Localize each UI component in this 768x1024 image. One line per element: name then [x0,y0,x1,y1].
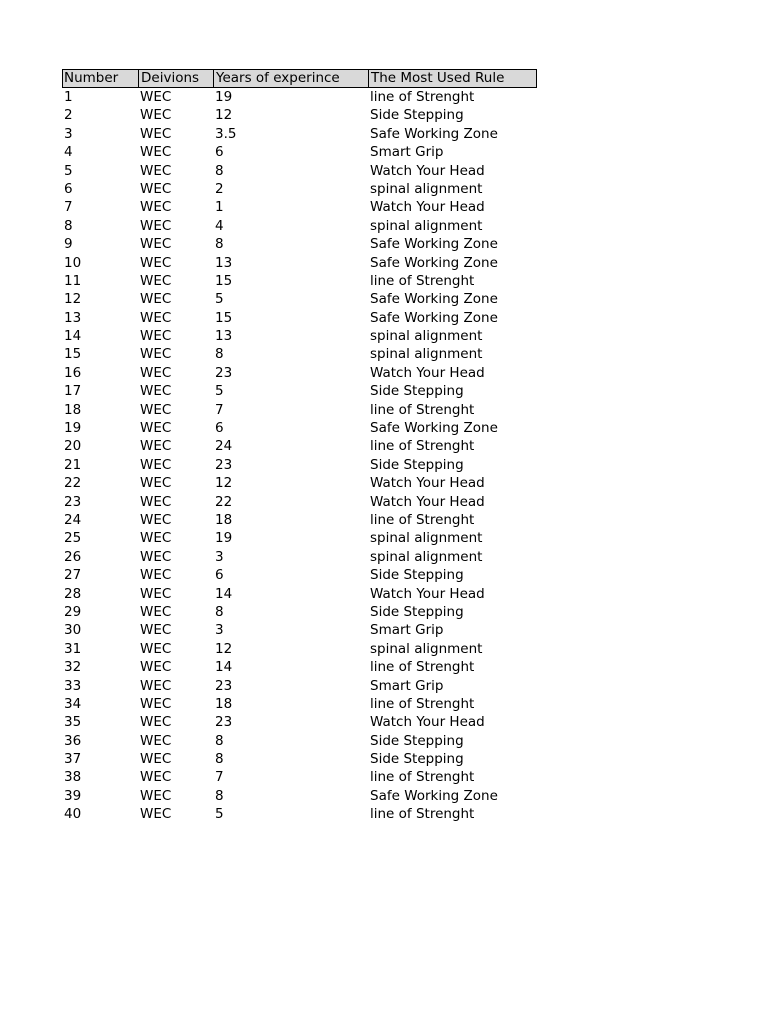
cell-division: WEC [140,806,172,823]
cell-rule: line of Strenght [370,89,475,105]
cell-years: 12 [215,475,233,492]
cell-division: WEC [140,548,172,565]
table-row [62,327,537,345]
table-row [62,290,537,308]
cell-division: WEC [140,180,172,197]
cell-years: 23 [215,714,233,731]
cell-division: WEC [140,511,172,528]
cell-number: 27 [64,567,82,584]
cell-number: 34 [64,695,82,712]
table-row [62,401,537,419]
cell-rule: spinal alignment [370,548,483,565]
cell-rule: Side Stepping [370,456,464,473]
cell-rule: Smart Grip [370,144,444,161]
cell-years: 12 [215,107,233,124]
cell-number: 19 [64,420,82,437]
table-row [62,548,537,566]
cell-rule: line of Strenght [370,695,475,712]
spreadsheet-table [62,69,537,824]
header-number: Number [62,69,138,88]
cell-rule: Side Stepping [370,107,464,124]
cell-number: 37 [64,751,82,768]
table-row [62,198,537,216]
cell-years: 8 [215,751,224,768]
cell-rule: spinal alignment [370,217,483,234]
table-row [62,217,537,235]
cell-division: WEC [140,125,172,142]
cell-division: WEC [140,751,172,768]
cell-years: 2 [215,180,224,197]
cell-number: 14 [64,328,82,345]
table-body [62,88,537,824]
cell-rule: line of Strenght [370,806,475,823]
cell-years: 5 [215,806,224,823]
table-row [62,529,537,547]
cell-years: 1 [215,199,224,216]
cell-years: 24 [215,438,233,455]
cell-number: 4 [64,144,73,161]
cell-number: 9 [64,236,73,253]
cell-years: 8 [215,603,224,620]
cell-years: 13 [215,254,233,271]
table-row [62,125,537,143]
table-row [62,419,537,437]
cell-rule: Watch Your Head [370,162,485,179]
header-most-used-rule: The Most Used Rule [368,69,537,88]
cell-years: 5 [215,291,224,308]
cell-division: WEC [140,401,172,418]
table-row [62,254,537,272]
cell-years: 19 [215,530,233,547]
header-years-of-experience: Years of experince [213,69,368,88]
cell-division: WEC [140,438,172,455]
cell-division: WEC [140,622,172,639]
table-row [62,511,537,529]
cell-division: WEC [140,272,172,289]
cell-number: 32 [64,659,82,676]
table-row [62,493,537,511]
cell-rule: line of Strenght [370,401,475,418]
cell-division: WEC [140,107,172,124]
cell-number: 16 [64,364,82,381]
table-row [62,787,537,805]
cell-rule: Side Stepping [370,383,464,400]
cell-rule: spinal alignment [370,180,483,197]
cell-rule: Safe Working Zone [370,309,498,326]
table-row [62,805,537,823]
cell-years: 8 [215,787,224,804]
cell-division: WEC [140,291,172,308]
table-row [62,695,537,713]
cell-number: 36 [64,732,82,749]
cell-number: 23 [64,493,82,510]
table-row [62,272,537,290]
cell-number: 22 [64,475,82,492]
cell-number: 28 [64,585,82,602]
cell-rule: Watch Your Head [370,714,485,731]
table-header-row [62,69,537,88]
cell-rule: Watch Your Head [370,585,485,602]
table-row [62,621,537,639]
cell-number: 40 [64,806,82,823]
cell-number: 30 [64,622,82,639]
cell-years: 8 [215,236,224,253]
cell-rule: Watch Your Head [370,199,485,216]
cell-division: WEC [140,769,172,786]
header-divisions: Deivions [138,69,213,88]
cell-division: WEC [140,328,172,345]
table-row [62,732,537,750]
cell-number: 20 [64,438,82,455]
cell-rule: Side Stepping [370,567,464,584]
cell-number: 39 [64,787,82,804]
table-row [62,309,537,327]
cell-number: 12 [64,291,82,308]
cell-rule: Safe Working Zone [370,254,498,271]
cell-years: 8 [215,732,224,749]
cell-years: 12 [215,640,233,657]
cell-rule: Safe Working Zone [370,420,498,437]
cell-rule: line of Strenght [370,769,475,786]
cell-division: WEC [140,585,172,602]
cell-division: WEC [140,199,172,216]
table-row [62,768,537,786]
cell-rule: Safe Working Zone [370,291,498,308]
cell-years: 13 [215,328,233,345]
cell-division: WEC [140,493,172,510]
table-row [62,345,537,363]
cell-number: 2 [64,107,73,124]
cell-years: 3 [215,622,224,639]
cell-rule: Side Stepping [370,751,464,768]
table-row [62,382,537,400]
cell-division: WEC [140,144,172,161]
table-row [62,603,537,621]
cell-years: 3 [215,548,224,565]
cell-years: 18 [215,695,233,712]
cell-rule: spinal alignment [370,640,483,657]
cell-rule: Watch Your Head [370,364,485,381]
cell-division: WEC [140,787,172,804]
cell-number: 24 [64,511,82,528]
cell-rule: Smart Grip [370,622,444,639]
table-row [62,713,537,731]
table-row [62,180,537,198]
cell-division: WEC [140,217,172,234]
cell-rule: line of Strenght [370,511,475,528]
cell-years: 5 [215,383,224,400]
cell-rule: Watch Your Head [370,493,485,510]
cell-division: WEC [140,530,172,547]
cell-number: 7 [64,199,73,216]
cell-division: WEC [140,640,172,657]
cell-rule: line of Strenght [370,272,475,289]
cell-years: 14 [215,585,233,602]
cell-division: WEC [140,346,172,363]
cell-years: 22 [215,493,233,510]
cell-rule: Smart Grip [370,677,444,694]
cell-years: 8 [215,346,224,363]
table-row [62,364,537,382]
cell-rule: Safe Working Zone [370,125,498,142]
cell-rule: Safe Working Zone [370,787,498,804]
cell-rule: Side Stepping [370,603,464,620]
cell-number: 13 [64,309,82,326]
cell-division: WEC [140,695,172,712]
cell-rule: spinal alignment [370,530,483,547]
table-row [62,437,537,455]
cell-number: 6 [64,180,73,197]
cell-years: 6 [215,567,224,584]
cell-years: 23 [215,364,233,381]
cell-number: 17 [64,383,82,400]
cell-rule: line of Strenght [370,659,475,676]
cell-division: WEC [140,659,172,676]
cell-years: 23 [215,456,233,473]
cell-number: 18 [64,401,82,418]
cell-number: 3 [64,125,73,142]
cell-number: 21 [64,456,82,473]
cell-number: 11 [64,272,82,289]
cell-years: 15 [215,309,233,326]
cell-number: 1 [64,89,73,105]
table-row [62,88,537,106]
cell-division: WEC [140,475,172,492]
cell-division: WEC [140,603,172,620]
cell-number: 35 [64,714,82,731]
cell-number: 38 [64,769,82,786]
cell-years: 15 [215,272,233,289]
cell-rule: Safe Working Zone [370,236,498,253]
cell-years: 3.5 [215,125,237,142]
cell-division: WEC [140,309,172,326]
cell-division: WEC [140,420,172,437]
table-row [62,235,537,253]
cell-years: 7 [215,769,224,786]
cell-division: WEC [140,732,172,749]
cell-division: WEC [140,714,172,731]
cell-division: WEC [140,254,172,271]
table-row [62,162,537,180]
cell-rule: Side Stepping [370,732,464,749]
cell-number: 8 [64,217,73,234]
cell-years: 7 [215,401,224,418]
cell-years: 23 [215,677,233,694]
cell-division: WEC [140,89,172,105]
table-row [62,106,537,124]
cell-division: WEC [140,383,172,400]
cell-division: WEC [140,677,172,694]
cell-years: 4 [215,217,224,234]
table-row [62,566,537,584]
cell-years: 18 [215,511,233,528]
cell-division: WEC [140,236,172,253]
cell-number: 26 [64,548,82,565]
table-row [62,640,537,658]
cell-number: 15 [64,346,82,363]
cell-number: 10 [64,254,82,271]
cell-rule: spinal alignment [370,346,483,363]
cell-years: 14 [215,659,233,676]
table-row [62,585,537,603]
cell-number: 29 [64,603,82,620]
table-row [62,677,537,695]
cell-division: WEC [140,364,172,381]
table-row [62,456,537,474]
table-row [62,658,537,676]
cell-years: 6 [215,420,224,437]
cell-rule: spinal alignment [370,328,483,345]
table-row [62,750,537,768]
cell-years: 6 [215,144,224,161]
table-row [62,474,537,492]
cell-division: WEC [140,567,172,584]
cell-years: 8 [215,162,224,179]
cell-rule: Watch Your Head [370,475,485,492]
cell-years: 19 [215,89,233,105]
cell-division: WEC [140,162,172,179]
cell-rule: line of Strenght [370,438,475,455]
cell-number: 25 [64,530,82,547]
cell-number: 33 [64,677,82,694]
cell-number: 5 [64,162,73,179]
cell-number: 31 [64,640,82,657]
table-row [62,143,537,161]
cell-division: WEC [140,456,172,473]
